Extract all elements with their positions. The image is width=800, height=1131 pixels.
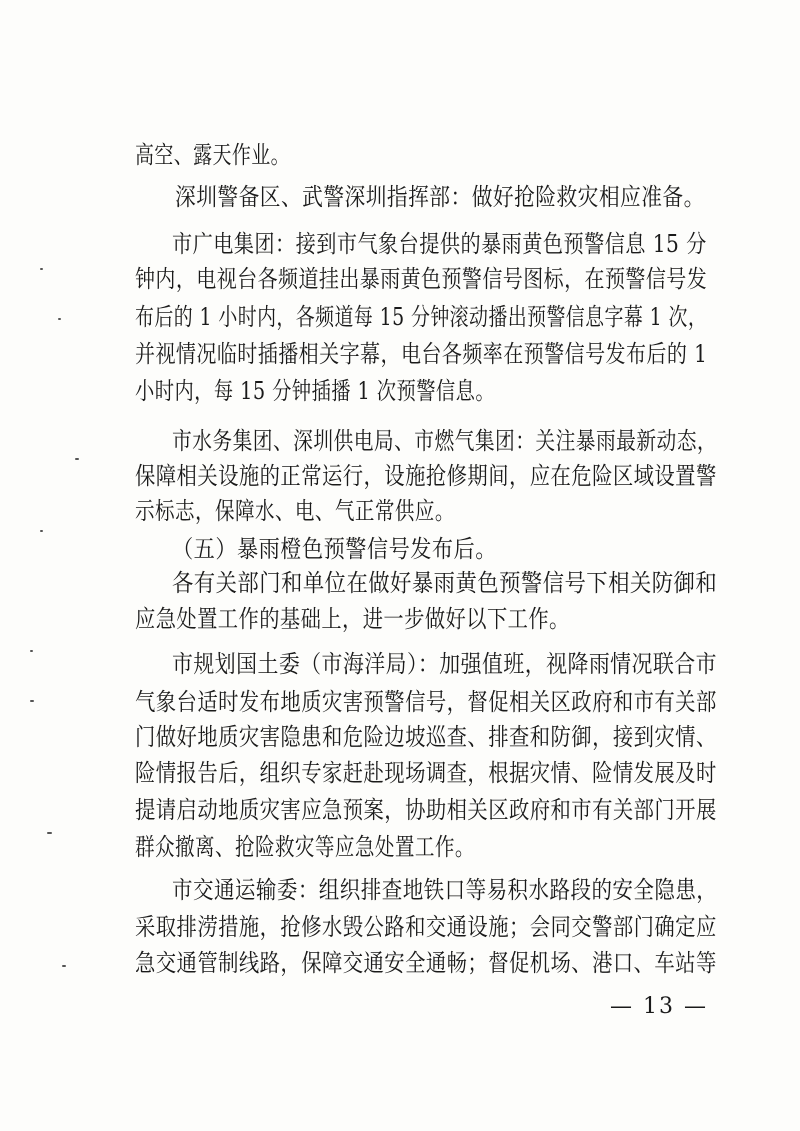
text-line-content: 险情报告后，组织专家赶赴现场调查，根据灾情、险情发展及时 <box>135 759 717 787</box>
text-line-content: 提请启动地质灾害应急预案，协助相关区政府和市有关部门开展 <box>135 796 717 824</box>
text-line-content: 各有关部门和单位在做好暴雨黄色预警信号下相关防御和 <box>172 569 718 597</box>
text-line-content: 急交通管制线路，保障交通安全通畅；督促机场、港口、车站等 <box>135 949 717 977</box>
text-line-content: 高空、露天作业。 <box>135 141 291 169</box>
text-line <box>0 685 800 719</box>
text-line-content: 小时内，每 15 分钟插播 1 次预警信息。 <box>135 377 496 405</box>
text-line <box>0 647 800 681</box>
text-line <box>0 602 800 636</box>
text-line <box>0 180 800 214</box>
text-line <box>0 424 800 458</box>
text-line <box>0 459 800 493</box>
text-line <box>0 227 800 261</box>
text-line-content: 示标志，保障水、电、气正常供应。 <box>135 497 455 525</box>
text-line <box>0 532 800 566</box>
text-line <box>0 138 800 172</box>
page-number: — 13 — <box>610 994 708 1019</box>
text-line <box>0 910 800 944</box>
text-line <box>0 262 800 296</box>
text-line <box>0 566 800 600</box>
text-line-content: 市广电集团：接到市气象台提供的暴雨黄色预警信息 15 分 <box>172 230 707 258</box>
text-line-content: 群众撤离、抢险救灾等应急处置工作。 <box>135 833 475 861</box>
text-line <box>0 374 800 408</box>
text-line <box>0 830 800 864</box>
scan-speck <box>47 832 52 834</box>
text-line-content: （五）暴雨橙色预警信号发布后。 <box>172 535 497 563</box>
scan-speck <box>30 650 33 652</box>
text-line-content: 门做好地质灾害隐患和危险边坡巡查、排查和防御，接到灾情、 <box>135 723 717 751</box>
text-line-content: 市水务集团、深圳供电局、市燃气集团：关注暴雨最新动态， <box>172 427 718 455</box>
text-line <box>0 873 800 907</box>
text-line <box>0 337 800 371</box>
text-line-content: 气象台适时发布地质灾害预警信号，督促相关区政府和市有关部 <box>135 688 717 716</box>
scan-speck <box>30 700 34 702</box>
text-line <box>0 946 800 980</box>
text-line <box>0 494 800 528</box>
text-line-content: 并视情况临时插播相关字幕，电台各频率在预警信号发布后的 1 <box>135 340 708 368</box>
text-line-content: 深圳警备区、武警深圳指挥部：做好抢险救灾相应准备。 <box>175 183 705 211</box>
text-line-content: 保障相关设施的正常运行，设施抢修期间，应在危险区域设置警 <box>135 462 717 490</box>
text-line-content: 应急处置工作的基础上，进一步做好以下工作。 <box>135 605 570 633</box>
text-line <box>0 793 800 827</box>
text-line-content: 市交通运输委：组织排查地铁口等易积水路段的安全隐患， <box>172 876 718 904</box>
scan-speck <box>40 530 43 532</box>
text-line-content: 市规划国土委（市海洋局）：加强值班，视降雨情况联合市 <box>172 650 717 678</box>
scan-speck <box>40 268 43 270</box>
scan-speck <box>75 458 79 460</box>
text-line-content: 布后的 1 小时内，各频道每 15 分钟滚动播出预警信息字幕 1 次， <box>135 303 708 331</box>
text-line <box>0 720 800 754</box>
text-line-content: 采取排涝措施，抢修水毁公路和交通设施；会同交警部门确定应 <box>135 913 717 941</box>
text-line <box>0 756 800 790</box>
text-line-content: 钟内，电视台各频道挂出暴雨黄色预警信号图标，在预警信号发 <box>135 265 708 293</box>
text-line <box>0 300 800 334</box>
scan-speck <box>62 965 66 967</box>
scan-speck <box>58 318 61 320</box>
